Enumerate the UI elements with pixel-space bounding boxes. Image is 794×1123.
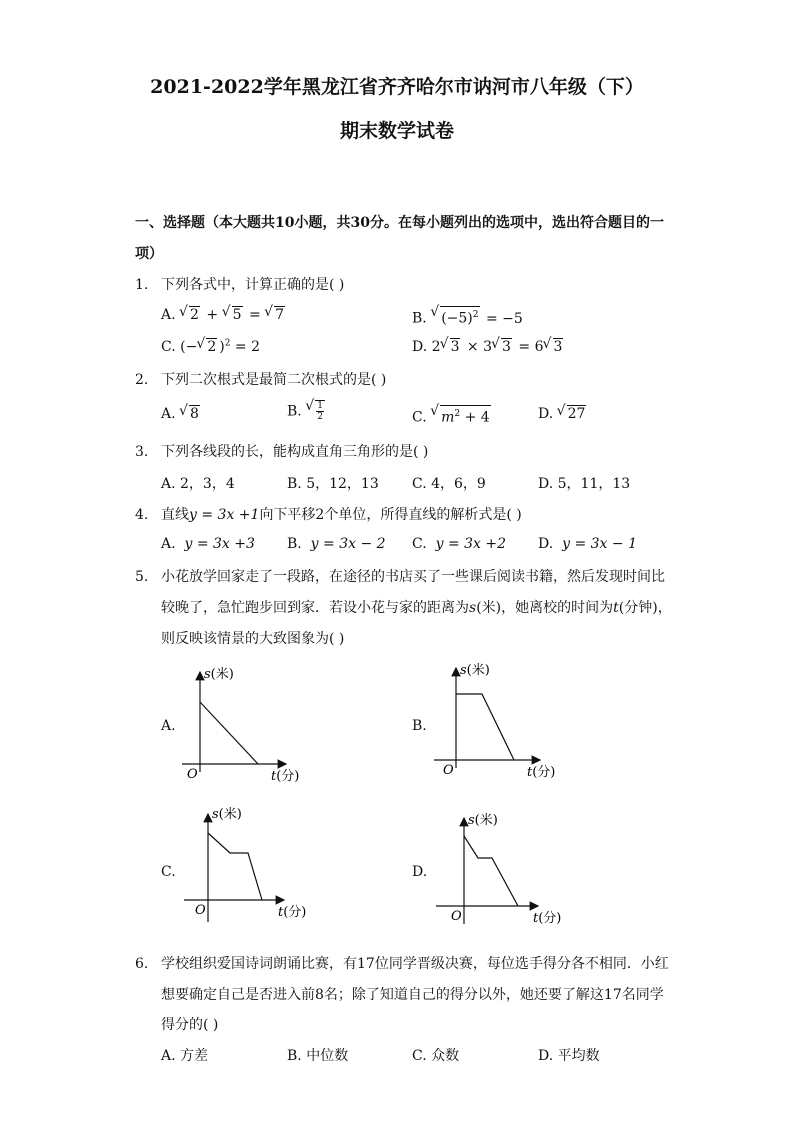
y-axis-label: s(米) [460,663,490,678]
q2-b-numerator: √ 1 [317,401,323,411]
q1-d-label: D. [412,339,428,355]
q4-stem [161,505,522,525]
q1-option-a [161,306,287,323]
q4-stem-post: 向下平移2个单位，所得直线的解析式是( ) [259,507,522,523]
q1-b-radicand: (−5) [441,310,473,327]
origin-label: O [195,903,206,918]
q5-graph-b [430,656,580,781]
q4-b-label: B. [287,536,302,552]
q1-a-eq: = [244,307,266,323]
q5-line1: 小花放学回家走了一段路，在途径的书店买了一些课后阅读书籍，然后发现时间比 [161,569,665,585]
q1-c-label: C. [161,339,176,355]
q2-option-a [161,405,202,422]
q4-a-label: A. [161,536,176,552]
q2-c-label: C. [412,409,427,426]
q1-b-label: B. [412,310,427,327]
q4-number: 4. [135,507,149,523]
q2-c-exp: 2 [454,409,461,419]
graph-c-curve [208,833,262,900]
q1-b-rest: = −5 [481,310,523,327]
q3-stem: 下列各线段的长，能构成直角三角形的是( ) [161,444,429,460]
q5-graph-d [430,806,580,931]
graph-b-curve [456,694,514,760]
q6-line3: 得分的( ) [161,1017,219,1033]
y-axis-label: s(米) [204,667,234,682]
q2-a-label: A. [161,406,176,422]
q5-graph-c [180,800,330,925]
x-axis-label: t(分) [527,765,556,780]
origin-label: O [443,763,454,778]
q1-d-times: × 3 [462,339,493,355]
q1-d-eq: = 6 [513,339,544,355]
q5-line2-t: t [613,600,619,616]
q5-option-b-label: B. [412,718,427,734]
q1-b-exp: 2 [472,310,479,320]
q2-c-rest: + 4 [460,409,490,426]
y-axis-label: s(米) [468,813,498,828]
q6-number: 6. [135,956,149,972]
q6-option-b: B. 中位数 [287,1048,349,1064]
q5-line2-pre: 较晚了，急忙跑步回到家．若设小花与家的距离为 [161,600,469,616]
q1-option-d [412,338,565,355]
origin-label: O [451,909,462,924]
q1-a-radicand3: 7 [275,307,285,323]
graph-a-curve [200,702,258,764]
q2-stem: 下列二次根式是最简二次根式的是( ) [161,372,387,388]
paper-title-line2: 期末数学试卷 [339,120,454,142]
q1-d-r3: 3 [553,339,563,355]
y-axis-label: s(米) [212,807,242,822]
q5-option-a-label: A. [161,718,176,734]
q1-c-post: ) [219,339,225,355]
q1-a-op: + [201,307,223,323]
q3-option-c: C. 4，6，9 [412,476,486,492]
origin-label: O [187,767,198,782]
q2-d-label: D. [538,406,554,422]
q2-option-d [538,405,588,422]
q5-line3: 则反映该情景的大致图象为( ) [161,631,345,647]
q1-stem: 下列各式中，计算正确的是( ) [161,277,345,293]
q1-c-exp: 2 [224,338,231,349]
q4-d-label: D. [538,536,554,552]
q5-graph-a [178,660,328,785]
q6-option-c: C. 众数 [412,1048,460,1064]
q1-number: 1. [135,277,149,293]
q1-d-r2: 3 [502,339,511,355]
q2-b-label: B. [287,403,302,420]
q3-option-b: B. 5，12，13 [287,476,379,492]
q4-option-b [287,536,386,552]
q1-c-radicand: 2 [207,339,217,355]
q4-b-expr: y = 3x − 2 [310,536,386,552]
x-axis-label: t(分) [533,911,562,926]
q4-option-c [412,536,506,552]
section-heading-line2: 项） [135,246,163,262]
x-axis-label: t(分) [278,905,307,920]
q2-a-radicand: 8 [190,406,199,422]
q3-number: 3. [135,444,149,460]
q3-option-d: D. 5，11，13 [538,476,631,492]
q5-line2-mid: (米)，她离校的时间为 [476,600,614,616]
q1-a-radicand2: 5 [232,307,242,323]
q1-d-r1: 3 [450,339,460,355]
q1-c-rest: = 2 [230,339,260,355]
q4-d-expr: y = 3x − 1 [562,536,637,552]
q2-option-b [287,400,327,422]
q5-number: 5. [135,569,149,585]
q2-option-c [412,405,493,426]
q4-stem-pre: 直线 [161,507,189,523]
q2-c-base: m [441,409,455,426]
q5-option-c-label: C. [161,864,176,880]
q4-stem-equation: y = 3x +1 [189,507,260,523]
q6-line1: 学校组织爱国诗词朗诵比赛，有17位同学晋级决赛，每位选手得分各不相同．小红 [161,956,669,972]
q5-line2-post: (分钟)， [618,600,672,616]
q4-c-label: C. [412,536,427,552]
q1-option-c [161,338,260,355]
q2-b-denominator: 2 [317,412,323,422]
x-axis-label: t(分) [271,769,300,784]
q6-option-d: D. 平均数 [538,1048,600,1064]
q3-option-a: A. 2，3，4 [161,476,235,492]
q5-line2 [161,598,672,618]
q4-option-a [161,536,255,552]
q2-number: 2. [135,372,149,388]
paper-title-line1: 2021-2022学年黑龙江省齐齐哈尔市讷河市八年级（下） [150,76,644,98]
q6-option-a: A. 方差 [161,1048,209,1064]
q5-line2-s: s [469,600,477,616]
q1-a-radicand1: 2 [190,307,199,323]
q4-a-expr: y = 3x +3 [184,536,255,552]
q4-c-expr: y = 3x +2 [435,536,507,552]
q1-a-label: A. [161,307,176,323]
q5-option-d-label: D. [412,864,428,880]
graph-d-curve [464,836,518,906]
q4-option-d [538,536,637,552]
q1-option-b [412,306,523,327]
section-heading-line1: 一、选择题（本大题共10小题，共30分。在每小题列出的选项中，选出符合题目的一 [135,215,664,231]
q2-d-radicand: 27 [567,406,586,422]
q1-d-k1: 2 [431,339,441,355]
q1-c-pre: (− [180,339,198,355]
q6-line2: 想要确定自己是否进入前8名；除了知道自己的得分以外，她还要了解这17名同学 [161,987,664,1003]
